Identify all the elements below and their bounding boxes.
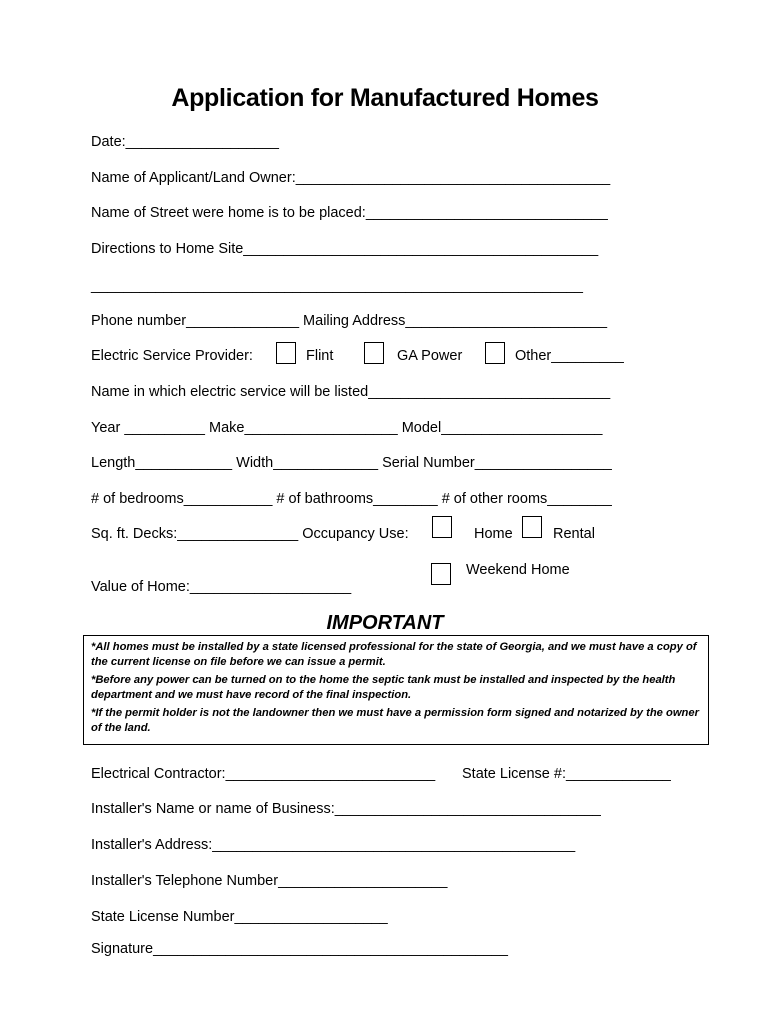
installer-phone-field[interactable]: Installer's Telephone Number_____________________ — [91, 873, 448, 889]
year-make-model-field[interactable]: Year __________ Make___________________ Model____________________ — [91, 420, 603, 436]
rental-occupancy-label: Rental — [553, 526, 595, 542]
state-license-field[interactable]: State License #:_____________ — [462, 766, 671, 782]
notice-permission-requirement: *If the permit holder is not the landowner then we must have a permission form signed and notarized by the owner of the land. — [91, 707, 699, 734]
signature-field[interactable]: Signature____________________________________________ — [91, 941, 508, 957]
other-provider-checkbox[interactable] — [485, 342, 505, 364]
home-occupancy-checkbox[interactable] — [432, 516, 452, 538]
directions-field[interactable]: Directions to Home Site____________________________________________ — [91, 241, 599, 257]
installer-name-field[interactable]: Installer's Name or name of Business:_________________________________ — [91, 801, 601, 817]
directions-continuation-field[interactable]: _____________________________________________________________ — [91, 278, 583, 294]
important-heading: IMPORTANT — [326, 612, 444, 634]
electrical-contractor-field[interactable]: Electrical Contractor:__________________________ — [91, 766, 436, 782]
electric-provider-label: Electric Service Provider: — [91, 348, 253, 364]
weekend-home-checkbox[interactable] — [431, 563, 451, 585]
notice-septic-requirement: *Before any power can be turned on to the home the septic tank must be installed and inspected by the health department and we must have record of the final inspection. — [91, 674, 676, 701]
weekend-home-label: Weekend Home — [466, 562, 570, 578]
other-provider-field[interactable]: Other_________ — [515, 348, 624, 364]
decks-occupancy-field[interactable]: Sq. ft. Decks:_______________ Occupancy Use: — [91, 526, 409, 542]
date-field[interactable]: Date:___________________ — [91, 134, 279, 150]
ga-power-checkbox[interactable] — [364, 342, 384, 364]
electric-service-name-field[interactable]: Name in which electric service will be listed______________________________ — [91, 384, 611, 400]
flint-label: Flint — [306, 348, 334, 364]
flint-checkbox[interactable] — [276, 342, 296, 364]
notice-license-requirement: *All homes must be installed by a state licensed professional for the state of Georgia, and we must have a copy of the current license on file before we can issue a permit. — [91, 641, 697, 668]
home-value-field[interactable]: Value of Home:____________________ — [91, 579, 352, 595]
phone-mailing-field[interactable]: Phone number______________ Mailing Address_________________________ — [91, 313, 608, 329]
rooms-field[interactable]: # of bedrooms___________ # of bathrooms________ # of other rooms________ — [91, 491, 612, 507]
home-occupancy-label: Home — [474, 526, 513, 542]
state-license-number-field[interactable]: State License Number___________________ — [91, 909, 388, 925]
street-name-field[interactable]: Name of Street were home is to be placed:______________________________ — [91, 205, 608, 221]
rental-occupancy-checkbox[interactable] — [522, 516, 542, 538]
ga-power-label: GA Power — [397, 348, 463, 364]
length-width-serial-field[interactable]: Length____________ Width_____________ Serial Number_________________ — [91, 455, 612, 471]
page-title: Application for Manufactured Homes — [171, 84, 599, 112]
applicant-name-field[interactable]: Name of Applicant/Land Owner:_______________________________________ — [91, 170, 611, 186]
important-notice-box — [83, 635, 709, 745]
installer-address-field[interactable]: Installer's Address:_____________________________________________ — [91, 837, 576, 853]
